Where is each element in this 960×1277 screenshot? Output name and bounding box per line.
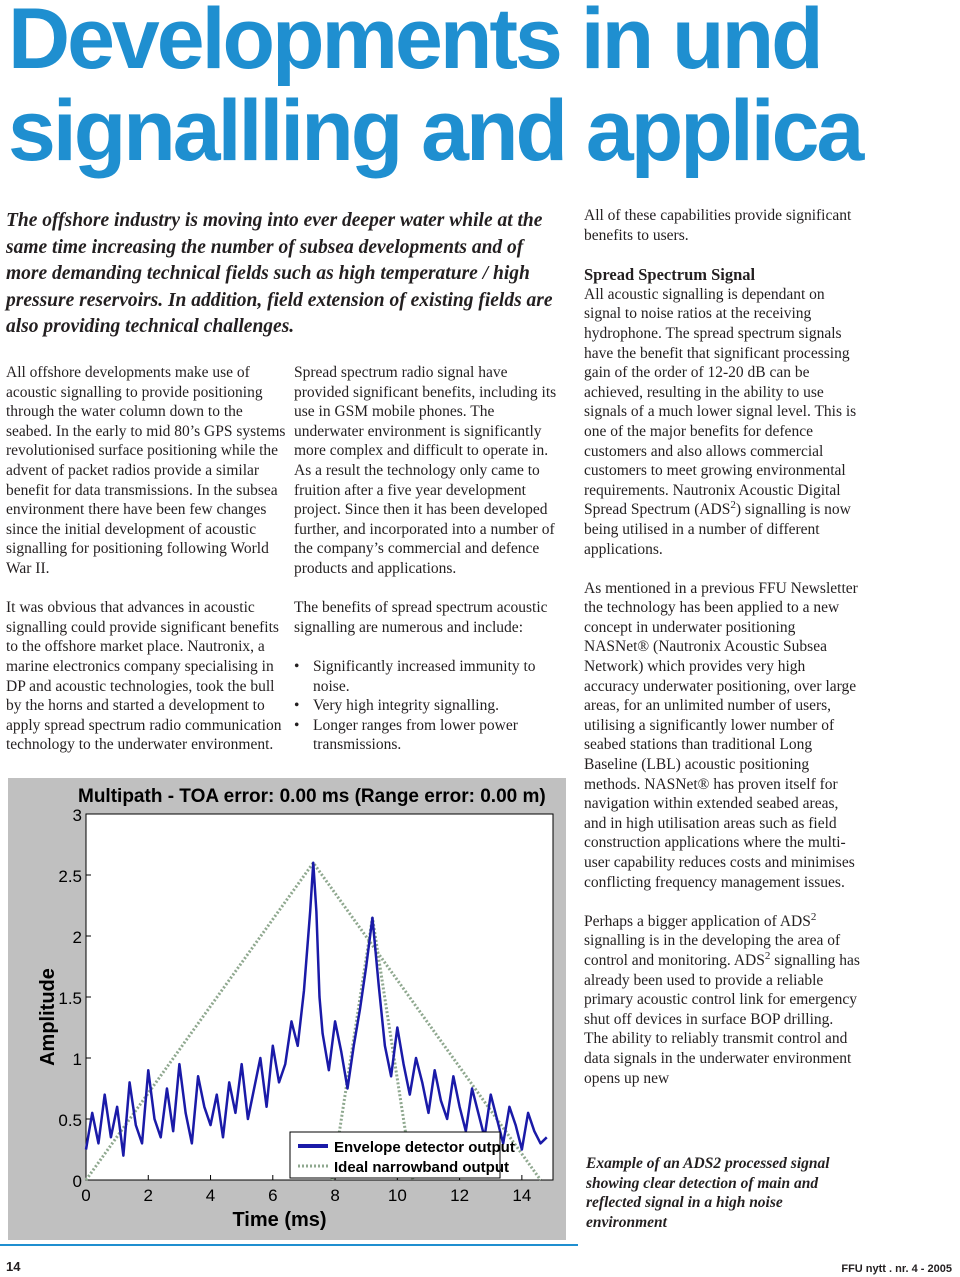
- col3-paragraph-4: [584, 912, 860, 1088]
- col3-p2-superscript: 2: [730, 499, 736, 512]
- column-2: [294, 363, 566, 755]
- col3-p4-superscript-1: 2: [810, 910, 817, 923]
- column-3: [584, 206, 860, 1108]
- x-axis-label: Time (ms): [232, 1209, 327, 1231]
- col3-p2-text-a: All acoustic signalling is dependant on signal to noise ratios at the receiving hydrophone. The spread spectrum signals have the benefit that significant processing gain of the order of 12-20 dB can be achieved, resulting in the ability to use signals of a much lower signal level. This is one of the major benefits for defence customers and also allows commercial customers to meet growing environmental requirements. Nautronix Acoustic Digital Spread Spectrum (ADS: [584, 285, 857, 519]
- col3-p4-text-b: signalling is in the developing the area of control and monitoring. ADS: [584, 932, 841, 969]
- x-tick-label: 6: [268, 1186, 278, 1205]
- y-tick-label: 1: [72, 1050, 82, 1069]
- legend-ideal-label: Ideal narrowband output: [334, 1159, 509, 1176]
- headline-line-1: Developments in und: [8, 0, 821, 87]
- y-tick-label: 3: [72, 806, 82, 825]
- legend-envelope-label: Envelope detector output: [334, 1139, 515, 1156]
- footer-rule: [0, 1244, 578, 1246]
- section-heading: Spread Spectrum Signal: [584, 264, 756, 284]
- y-tick-label: 2.5: [58, 867, 82, 886]
- col3-p4-superscript-2: 2: [764, 949, 771, 962]
- y-tick-label: 0: [72, 1172, 82, 1191]
- chart-title: Multipath - TOA error: 0.00 ms (Range error: 0.00 m): [78, 786, 546, 807]
- col3-p4-text-c: signalling has already been used to provide a reliable primary acoustic control link for emergency shut off devices in surface BOP drilling. The ability to reliably transmit control and data signals in the underwater environment opens up new: [584, 951, 860, 1087]
- benefit-item: • Significantly increased immunity to noise.: [294, 657, 566, 696]
- col1-paragraph-2: It was obvious that advances in acoustic signalling could provide significant benefits to the offshore market place. Nautronix, a marine electronics company specialising in DP and acoustic technologies, took the bull by the horns and started a development to apply spread spectrum radio communication technology to the underwater environment.: [6, 599, 282, 754]
- y-tick-label: 2: [72, 928, 82, 947]
- journal-name: FFU nytt . nr. 4 - 2005: [841, 1263, 952, 1275]
- headline-line-2: signallling and applica: [8, 83, 862, 179]
- x-tick-label: 14: [512, 1186, 532, 1205]
- y-axis-label: Amplitude: [37, 968, 59, 1066]
- intro-paragraph: The offshore industry is moving into ever deeper water while at the same time increasing the number of subsea developments and of more demanding technical fields such as high temperature / high pressure reservoirs. In addition, field extension of existing fields are also providing technical challenges.: [6, 210, 553, 337]
- col3-p2-text-b: ) signalling is now being utilised in a number of different applications.: [584, 501, 851, 558]
- x-tick-label: 0: [81, 1186, 91, 1205]
- y-tick-label: 0.5: [58, 1111, 82, 1130]
- x-tick-label: 4: [205, 1186, 216, 1205]
- signal-figure: [8, 778, 566, 1240]
- col2-paragraph-2: The benefits of spread spectrum acoustic signalling are numerous and include:: [294, 599, 548, 636]
- benefit-item: • Longer ranges from lower power transmissions.: [294, 716, 566, 755]
- col3-p4-text-a: Perhaps a bigger application of ADS: [584, 912, 811, 930]
- x-tick-label: 12: [450, 1186, 470, 1205]
- y-tick-label: 1.5: [58, 989, 82, 1008]
- col3-paragraph-3: As mentioned in a previous FFU Newsletter the technology has been applied to a new concept in underwater positioning NASNet® (Nautronix Acoustic Subsea Network) which provides very high accuracy underwater positioning, over large areas, for an unlimited number of users, utilising a significantly lower number of seabed stations than traditional Long Baseline (LBL) acoustic positioning methods. NASNet® has proven itself for navigation within extended seabed areas, and in high utilisation areas such as field construction applications where the multi-user capability reduces costs and minimises conflicting frequency management issues.: [584, 579, 858, 891]
- x-tick-label: 8: [330, 1186, 340, 1205]
- signal-chart: [8, 778, 566, 1240]
- col3-paragraph-2: [584, 285, 860, 559]
- benefit-item: • Very high integrity signalling.: [294, 696, 566, 716]
- col3-paragraph-1: All of these capabilities provide significant benefits to users.: [584, 207, 852, 244]
- column-1: [6, 363, 288, 774]
- x-tick-label: 2: [143, 1186, 154, 1205]
- benefits-list: [294, 657, 566, 755]
- x-tick-label: 10: [387, 1186, 407, 1205]
- col2-paragraph-1: Spread spectrum radio signal have provided significant benefits, including its use in GSM mobile phones. The underwater environment is significantly more complex and difficult to operate in. As a result the technology only came to fruition after a five year development project. Since then it has been developed further, and incorporated into a number of the company’s commercial and defence products and applications.: [294, 364, 557, 577]
- figure-caption: Example of an ADS2 processed signal showing clear detection of main and reflected signal in a high noise environment: [586, 1155, 830, 1231]
- col1-paragraph-1: All offshore developments make use of acoustic signalling to provide positioning through the water column down to the seabed. In the early to mid 80’s GPS systems revolutionised surface positioning while the advent of packet radios provide a similar benefit for data transmissions. In the subsea environment there have been few changes since the initial development of acoustic signalling for positioning following World War II.: [6, 364, 286, 577]
- page-number: 14: [6, 1259, 21, 1274]
